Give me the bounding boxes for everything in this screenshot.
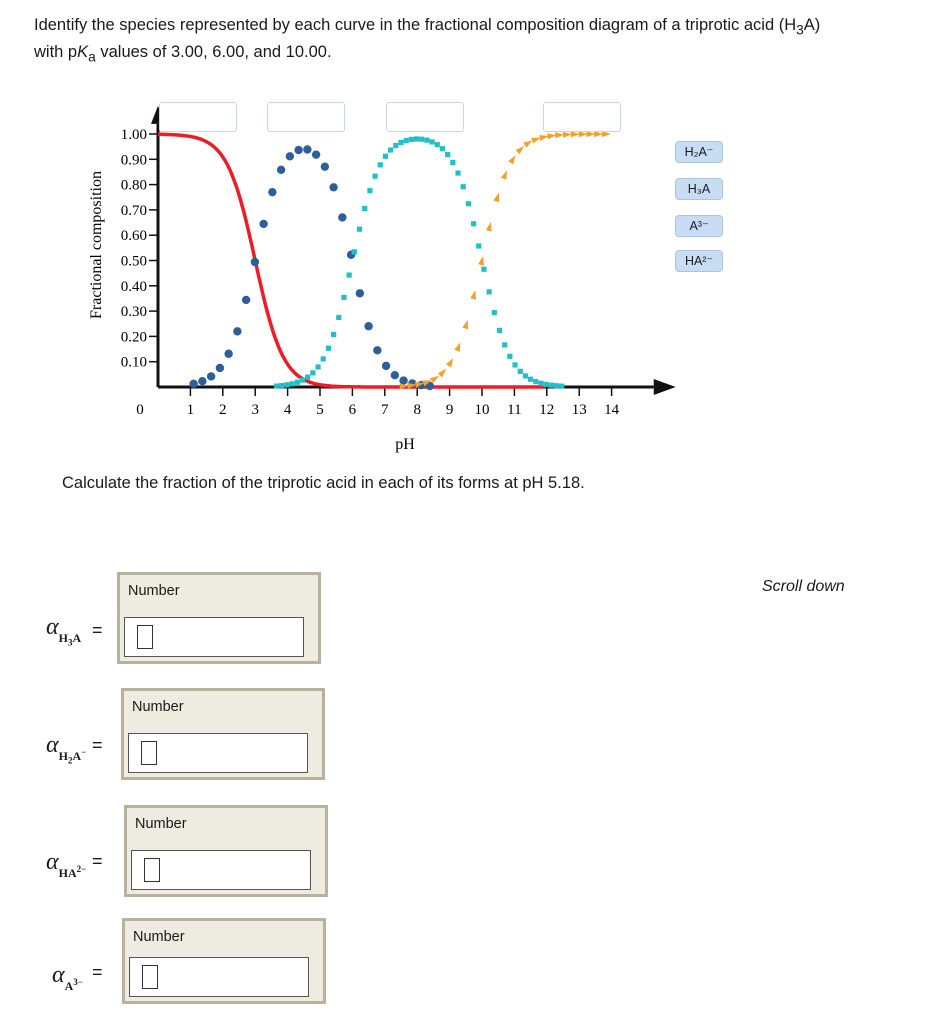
curve-2-point	[242, 296, 250, 304]
equals-sign: =	[92, 620, 103, 640]
x-tick-label: 2	[219, 402, 227, 418]
curve-2-point	[189, 380, 197, 388]
curve-3-point	[492, 310, 497, 315]
curve-3-point	[424, 138, 429, 143]
curve-3-point	[404, 138, 409, 143]
curve-3-point	[512, 362, 517, 367]
curve-2-point	[268, 188, 276, 196]
drop-target-curve-1[interactable]	[159, 102, 237, 132]
curve-3-point	[383, 154, 388, 159]
y-tick-label: 0.50	[120, 253, 147, 270]
y-tick-label: 0.70	[120, 202, 147, 219]
number-field-h3a	[117, 572, 321, 664]
curve-4-point	[563, 131, 572, 137]
curve-3-point	[362, 206, 367, 211]
curve-2-point	[356, 289, 364, 297]
curve-3-point	[440, 146, 445, 151]
fraction-input-ha2[interactable]	[131, 850, 311, 890]
curve-2-point	[382, 362, 390, 370]
x-tick-label: 9	[445, 402, 454, 418]
alpha-h3a-symbol: $\alpha_{H_3A}$	[46, 614, 82, 648]
curve-4-point	[501, 169, 510, 180]
curve-4-point	[571, 131, 580, 137]
curve-4-point	[438, 367, 449, 378]
curve-3-point	[341, 295, 346, 300]
fractional-composition-chart	[0, 0, 948, 470]
curve-3-point	[305, 375, 310, 380]
curve-4-point	[446, 357, 456, 368]
number-field-ha2	[124, 805, 328, 897]
curve-3-point	[450, 160, 455, 165]
number-field-h2a	[121, 688, 325, 780]
y-tick-label: 0.90	[120, 152, 147, 169]
number-label: Number	[132, 699, 184, 715]
scroll-hint: Scroll down	[762, 578, 845, 595]
curve-2-point	[321, 162, 329, 170]
drop-target-curve-3[interactable]	[386, 102, 464, 132]
curve-3-point	[419, 137, 424, 142]
number-label: Number	[135, 816, 187, 832]
text-cursor	[141, 741, 157, 765]
curve-3-point	[331, 332, 336, 337]
curve-3-point	[466, 201, 471, 206]
curve-3-point	[549, 383, 554, 388]
curve-2-point	[329, 183, 337, 191]
curve-3-point	[367, 188, 372, 193]
equals-sign: =	[92, 962, 103, 982]
y-tick-label: 0.10	[120, 354, 147, 371]
curve-4-point	[478, 255, 486, 265]
x-tick-label: 8	[413, 402, 421, 418]
number-label: Number	[128, 583, 180, 599]
curve-1-line	[158, 134, 545, 387]
curve-3-point	[388, 147, 393, 152]
curve-3-point	[378, 162, 383, 167]
y-tick-label: 0.40	[120, 278, 147, 295]
curve-3-point	[357, 227, 362, 232]
calc-instruction: Calculate the fraction of the triprotic acid in each of its forms at pH 5.18.	[62, 474, 585, 492]
fraction-input-a3[interactable]	[129, 957, 309, 997]
y-tick-label: 0.80	[120, 177, 147, 194]
curve-3-point	[398, 140, 403, 145]
curve-3-point	[284, 382, 289, 387]
curve-2-point	[294, 146, 302, 154]
curve-2-point	[391, 371, 399, 379]
curve-3-point	[487, 289, 492, 294]
curve-4-point	[430, 373, 441, 383]
curve-4-point	[493, 192, 501, 202]
curve-3-point	[321, 356, 326, 361]
curve-3-point	[533, 379, 538, 384]
curve-3-point	[559, 384, 564, 389]
x-tick-label: 12	[539, 402, 555, 418]
curve-2-point	[251, 258, 259, 266]
curve-3-point	[455, 170, 460, 175]
text-cursor	[137, 625, 153, 649]
curve-2-point	[259, 220, 267, 228]
curve-3-point	[471, 221, 476, 226]
fraction-input-h2a[interactable]	[128, 733, 308, 773]
y-tick-label: 0.60	[120, 228, 147, 245]
tag-h2a-minus[interactable]: H₂A⁻	[675, 141, 723, 163]
tag-a3-minus[interactable]: A³⁻	[675, 215, 723, 237]
curve-2-point	[207, 372, 215, 380]
x-tick-label: 7	[381, 402, 389, 418]
equals-sign: =	[92, 851, 103, 871]
curve-4-point	[508, 154, 518, 165]
x-tick-label: 4	[283, 402, 292, 418]
curve-4-point	[516, 144, 527, 155]
curve-3-point	[554, 383, 559, 388]
curve-3-point	[476, 243, 481, 248]
curve-4-point	[454, 341, 463, 352]
x-tick-label: 14	[604, 402, 620, 418]
y-tick-label: 0.20	[120, 329, 147, 346]
curve-3-point	[352, 249, 357, 254]
curve-3-point	[435, 142, 440, 147]
curve-3-point	[481, 267, 486, 272]
y-tick-label: 0.30	[120, 304, 147, 321]
x-tick-label: 1	[186, 402, 195, 418]
curve-3-point	[326, 346, 331, 351]
curve-4-point	[579, 131, 588, 137]
x-axis-label: pH	[395, 436, 415, 453]
x-tick-label: 10	[474, 402, 490, 418]
curve-3-point	[445, 152, 450, 157]
fraction-input-h3a[interactable]	[124, 617, 304, 657]
curve-3-point	[336, 315, 341, 320]
text-cursor	[144, 858, 160, 882]
curve-2-point	[373, 346, 381, 354]
number-label: Number	[133, 929, 185, 945]
curve-2-point	[364, 322, 372, 330]
x-tick-label: 3	[251, 402, 259, 418]
x-axis-arrow	[654, 379, 676, 395]
curve-3-point	[300, 378, 305, 383]
curve-3-point	[502, 342, 507, 347]
curve-2-point	[216, 364, 224, 372]
curve-3-point	[409, 137, 414, 142]
curve-3-point	[347, 272, 352, 277]
alpha-ha2-symbol: $\alpha_{HA^{2-}}$	[46, 849, 87, 880]
tag-h3a[interactable]: H₃A	[675, 178, 723, 200]
curve-2-point	[198, 377, 206, 385]
curve-2-point	[224, 350, 232, 358]
curve-3-point	[290, 381, 295, 386]
curve-3-point	[393, 143, 398, 148]
curve-2-point	[399, 376, 407, 384]
curve-3-point	[461, 184, 466, 189]
x-tick-label: 13	[571, 402, 587, 418]
curve-3-point	[507, 354, 512, 359]
curve-3-point	[310, 370, 315, 375]
curve-3-point	[528, 377, 533, 382]
curve-4-point	[486, 221, 494, 231]
curve-3-point	[544, 382, 549, 387]
curve-2-point	[286, 152, 294, 160]
y-tick-label: 1.00	[120, 127, 147, 143]
curve-2-point	[277, 166, 285, 174]
text-cursor	[142, 965, 158, 989]
y-axis-label: Fractional composition	[88, 171, 105, 319]
curve-2-point	[312, 150, 320, 158]
tag-ha2-minus[interactable]: HA²⁻	[675, 250, 723, 272]
curve-2-point	[338, 213, 346, 221]
curve-3-point	[414, 136, 419, 141]
question-text: Identify the species represented by each curve in the fractional composition diagram of a triprotic acid $(H_3A)$ with $pK_a$ values of 3.00, 6.00, and 10.00.	[34, 16, 821, 65]
curve-3-point	[315, 364, 320, 369]
curve-2-point	[233, 327, 241, 335]
alpha-h2a-symbol: $\alpha_{H_2A^-}$	[46, 732, 87, 766]
curve-3-point	[538, 381, 543, 386]
curve-3-point	[430, 139, 435, 144]
curve-3-point	[279, 383, 284, 388]
curve-3-point	[523, 373, 528, 378]
curve-3-point	[518, 369, 523, 374]
curve-3-point	[497, 328, 502, 333]
drop-target-curve-4[interactable]	[543, 102, 621, 132]
number-field-a3	[122, 918, 326, 1004]
x-tick-label: 5	[316, 402, 324, 418]
x-tick-label: 6	[348, 402, 357, 418]
curve-3-point	[274, 383, 279, 388]
curve-4-point	[470, 290, 478, 300]
curve-3-point	[295, 380, 300, 385]
x-tick-label: 0	[136, 402, 144, 418]
equals-sign: =	[92, 735, 103, 755]
curve-2-point	[303, 145, 311, 153]
drop-target-curve-2[interactable]	[267, 102, 345, 132]
curve-3-point	[372, 174, 377, 179]
x-tick-label: 11	[507, 402, 522, 418]
curve-4-point	[462, 319, 470, 329]
alpha-a3-symbol: $\alpha_{A^{3-}}$	[52, 962, 83, 993]
